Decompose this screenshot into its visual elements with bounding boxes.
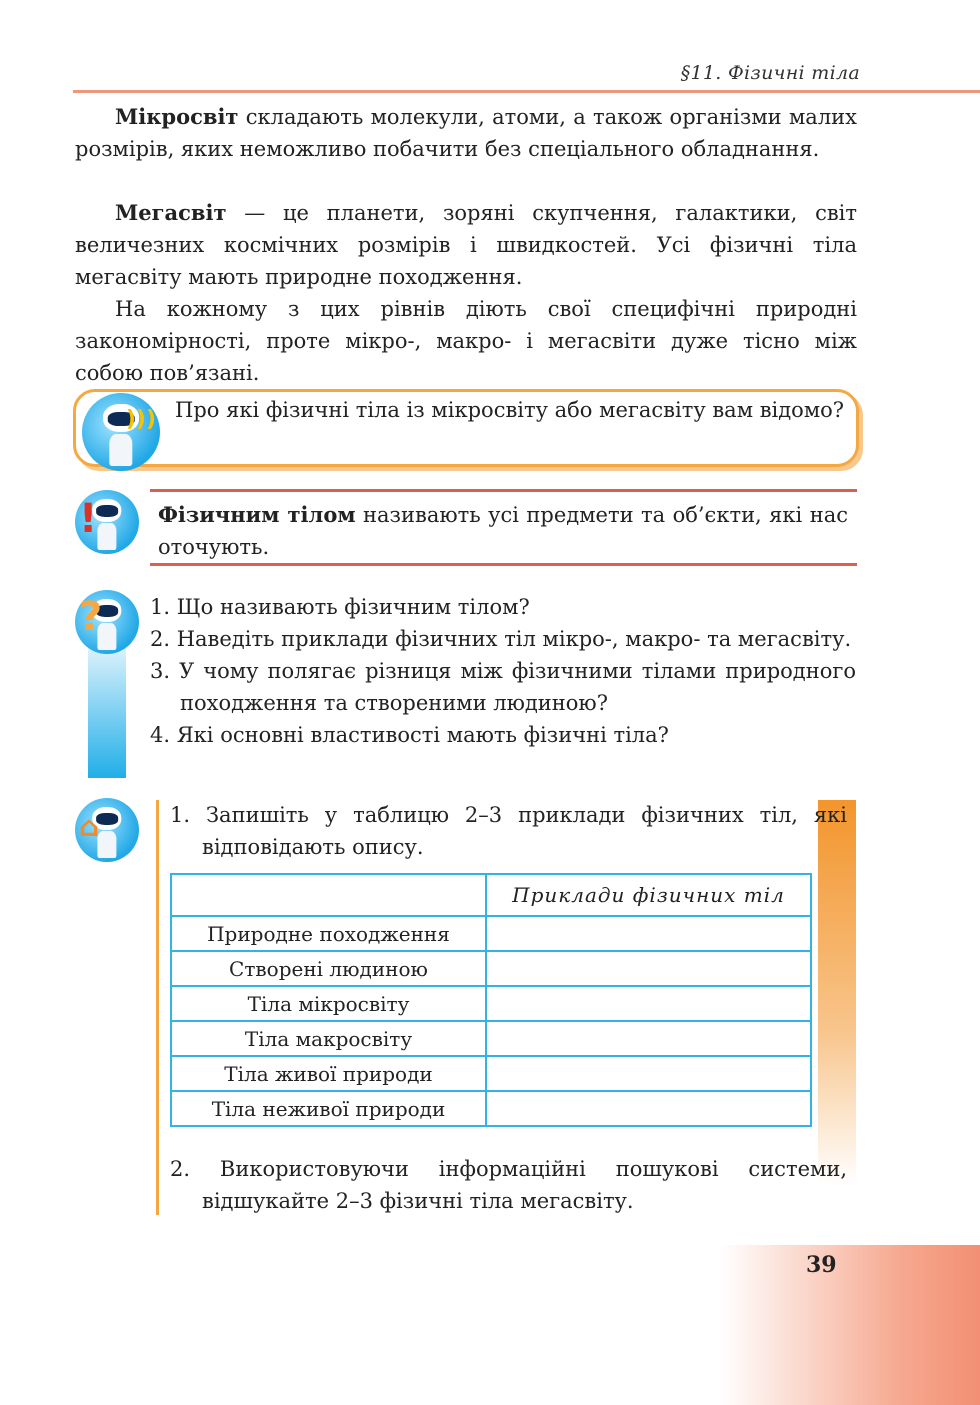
table-row — [171, 951, 811, 986]
task-left-line — [156, 800, 159, 1215]
paragraph-microworld-text: складають молекули, атоми, а також організми малих розмірів, яких неможливо побачити без спеціального обладнання. — [75, 105, 857, 161]
table-row-label: Тіла живої природи — [171, 1056, 486, 1091]
discussion-question: Про які фізичні тіла із мікросвіту або мегасвіту вам відомо? — [175, 398, 845, 422]
table-row-label: Створені людиною — [171, 951, 486, 986]
definition-rest: називають усі предмети та об’єкти, які нас оточують. — [158, 503, 848, 559]
robot-exclamation-icon: ! — [75, 490, 139, 554]
table-row-label: Тіла мікросвіту — [171, 986, 486, 1021]
table-row-label: Природне походження — [171, 916, 486, 951]
paragraph-megaworld — [75, 197, 857, 293]
examples-table — [170, 873, 812, 1127]
question-item: 2. Наведіть приклади фізичних тіл мікро-, макро- та мегасвіту. — [150, 627, 852, 651]
table-answer-cell[interactable] — [486, 1056, 811, 1091]
paragraph-microworld — [75, 101, 857, 165]
paragraph-levels-text: На кожному з цих рівнів діють свої специфічні природні закономірності, проте мікро-, макро- і мегасвіти дуже тісно між собою пов’язані. — [75, 297, 857, 385]
table-answer-cell[interactable] — [486, 1021, 811, 1056]
robot-home-icon: ⌂ — [75, 798, 139, 862]
term-microworld: Мікросвіт — [115, 104, 239, 129]
definition-text — [158, 499, 848, 563]
table-header-examples: Приклади фізичних тіл — [486, 874, 811, 916]
table-row-label: Тіла макросвіту — [171, 1021, 486, 1056]
table-header-empty — [171, 874, 486, 916]
table-answer-cell[interactable] — [486, 986, 811, 1021]
question-item: 4. Які основні властивості мають фізичні тіла? — [150, 723, 669, 747]
task-item-2: 2. Використовуючи інформаційні пошукові системи, відшукайте 2–3 фізичні тіла мегасвіту. — [170, 1157, 847, 1213]
definition-top-rule — [150, 489, 857, 492]
term-megaworld: Мегасвіт — [115, 200, 227, 225]
table-row-label: Тіла неживої природи — [171, 1091, 486, 1126]
section-title: §11. Фізичні тіла — [680, 62, 860, 84]
table-row — [171, 986, 811, 1021]
table-row — [171, 916, 811, 951]
paragraph-levels — [75, 293, 857, 389]
robot-question-icon: ? — [75, 590, 139, 654]
questions-side-bar — [88, 640, 126, 778]
table-row — [171, 1021, 811, 1056]
question-item: 3. У чому полягає різниця між фізичними тілами природного походження та створеними людиною? — [150, 659, 856, 715]
definition-term: Фізичним тілом — [158, 502, 356, 527]
paragraph-megaworld-text: — це планети, зоряні скупчення, галактики, світ величезних космічних розмірів і швидкостей. Усі фізичні тіла мегасвіту мають природне походження. — [75, 201, 857, 289]
robot-talk-icon: ))) — [82, 393, 160, 471]
definition-bottom-rule — [150, 563, 857, 566]
table-row — [171, 1056, 811, 1091]
header-rule — [73, 90, 980, 93]
task-item-1: 1. Запишіть у таблицю 2–3 приклади фізичних тіл, які відповідають опису. — [170, 803, 847, 859]
question-item: 1. Що називають фізичним тілом? — [150, 595, 530, 619]
page-corner-decoration — [720, 1245, 980, 1405]
table-answer-cell[interactable] — [486, 1091, 811, 1126]
review-questions — [150, 591, 856, 751]
table-row — [171, 1091, 811, 1126]
table-answer-cell[interactable] — [486, 916, 811, 951]
table-header-row — [171, 874, 811, 916]
page-number: 39 — [806, 1252, 837, 1278]
table-answer-cell[interactable] — [486, 951, 811, 986]
